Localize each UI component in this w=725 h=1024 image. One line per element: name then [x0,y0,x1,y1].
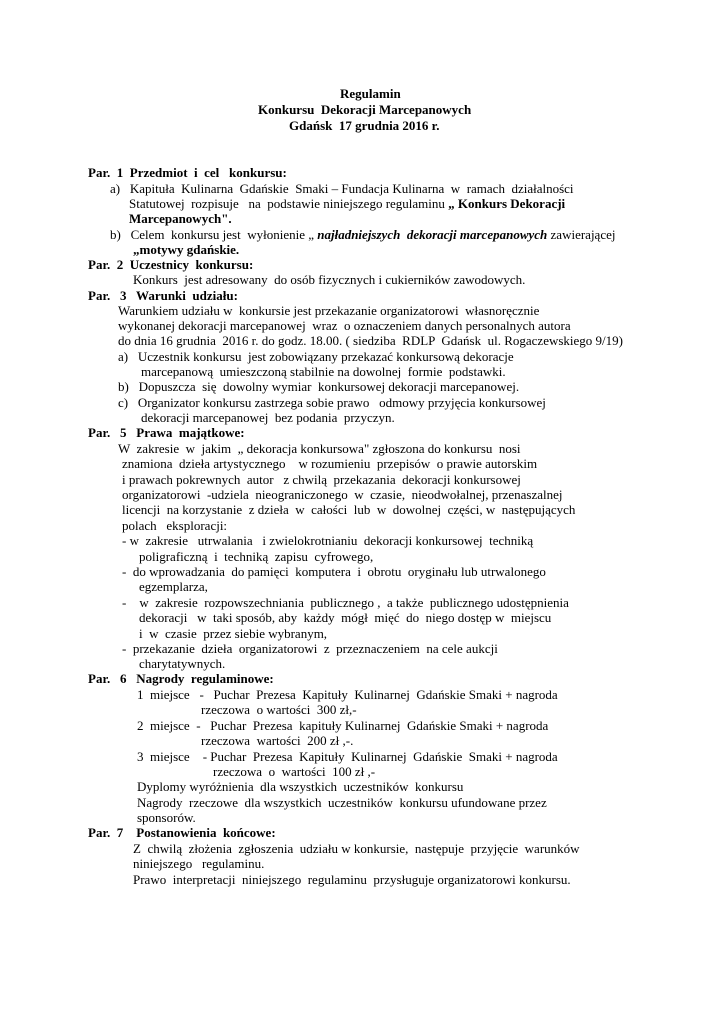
par5-dash2-line2: egzemplarza, [139,579,208,594]
par3-line2: wykonanej dekoracji marcepanowej wraz o oznaczeniem danych personalnych autora [118,318,571,333]
par5-line6: polach eksploracji: [122,518,228,533]
prize1-line2: rzeczowa o wartości 300 zł,- [201,702,357,717]
par3-c-line1: c) Organizator konkursu zastrzega sobie prawo odmowy przyjęcia konkursowej [118,395,546,410]
par1-b-line1-emphasis: najładniejszych dekoracji marcepanowych [314,227,548,242]
par2-line1: Konkurs jest adresowany do osób fizycznych i cukierników zawodowych. [133,272,526,287]
par5-heading: Par. 5 Prawa majątkowe: [88,425,245,440]
par1-b-line1-end: zawierającej [547,227,616,242]
prize3-line1: 3 miejsce - Puchar Prezesa Kapituły Kulinarnej Gdańskie Smaki + nagroda [137,749,558,764]
par1-b-line2: „motywy gdańskie. [133,242,240,257]
par2-heading: Par. 2 Uczestnicy konkursu: [88,257,254,272]
par7-line2: niniejszego regulaminu. [133,856,265,871]
par5-line2: znamiona dzieła artystycznego w rozumieniu przepisów o prawie autorskim [122,456,538,471]
par6-prizes-line1: Nagrody rzeczowe dla wszystkich uczestników konkursu ufundowane przez [137,795,547,810]
prize3-line2: rzeczowa o wartości 100 zł ,- [213,764,376,779]
par6-heading: Par. 6 Nagrody regulaminowe: [88,671,274,686]
par5-line3: i prawach pokrewnych autor z chwilą przekazania dekoracji konkursowej [122,472,521,487]
par3-heading: Par. 3 Warunki udziału: [88,288,238,303]
par3-a-line2: marcepanową umieszczoną stabilnie na dowolnej formie podstawki. [141,364,506,379]
prize2-line2: rzeczowa wartości 200 zł ,-. [201,733,354,748]
par5-dash1-line1: - w zakresie utrwalania i zwielokrotnianiu dekoracji konkursowej techniką [122,533,534,548]
par1-a-line2-bold: „ Konkurs Dekoracji [444,196,566,211]
prize2-line1: 2 miejsce - Puchar Prezesa kapituły Kulinarnej Gdańskie Smaki + nagroda [137,718,549,733]
par5-dash2-line1: - do wprowadzania do pamięci komputera i obrotu oryginału lub utrwalonego [122,564,546,579]
par1-a-line3: Marcepanowych". [129,211,232,226]
par7-line3: Prawo interpretacji niniejszego regulaminu przysługuje organizatorowi konkursu. [133,872,571,887]
par1-heading: Par. 1 Przedmiot i cel konkursu: [88,165,287,180]
par1-a-line1: a) Kapituła Kulinarna Gdańskie Smaki – Fundacja Kulinarna w ramach działalności [110,181,574,196]
par3-line3: do dnia 16 grudnia 2016 r. do godz. 18.00. ( siedziba RDLP Gdańsk ul. Rogaczewskiego 9/19) [118,333,623,348]
par5-line1: W zakresie w jakim „ dekoracja konkursowa" zgłoszona do konkursu nosi [118,441,521,456]
par6-diplomas: Dyplomy wyróżnienia dla wszystkich uczestników konkursu [137,779,464,794]
par7-line1: Z chwilą złożenia zgłoszenia udziału w konkursie, następuje przyjęcie warunków [133,841,580,856]
par3-a-line1: a) Uczestnik konkursu jest zobowiązany przekazać konkursową dekoracje [118,349,514,364]
document-subtitle: Konkursu Dekoracji Marcepanowych [258,102,472,117]
par5-dash3-line2: dekoracji w taki sposób, aby każdy mógł mięć do niego dostęp w miejscu [139,610,552,625]
par7-heading: Par. 7 Postanowienia końcowe: [88,825,276,840]
prize1-line1: 1 miejsce - Puchar Prezesa Kapituły Kulinarnej Gdańskie Smaki + nagroda [137,687,558,702]
par5-dash3-line3: i w czasie przez siebie wybranym, [139,626,328,641]
par6-prizes-line2: sponsorów. [137,810,196,825]
document-date: Gdańsk 17 grudnia 2016 r. [289,118,440,133]
par5-dash4-line2: charytatywnych. [139,656,226,671]
par1-b-line1 [110,227,615,242]
par3-line1: Warunkiem udziału w konkursie jest przekazanie organizatorowi własnoręcznie [118,303,540,318]
par3-b-line1: b) Dopuszcza się dowolny wymiar konkursowej dekoracji marcepanowej. [118,379,520,394]
par5-dash4-line1: - przekazanie dzieła organizatorowi z przeznaczeniem na cele aukcji [122,641,498,656]
par1-a-line2 [129,196,565,211]
par5-line5: licencji na korzystanie z dzieła w całości lub w dowolnej części, w następujących [122,502,576,517]
par1-b-line1-text: b) Celem konkursu jest wyłonienie „ [110,227,314,242]
document-title: Regulamin [340,86,401,101]
par1-a-line2-text: Statutowej rozpisuje na podstawie niniejszego regulaminu [129,196,445,211]
par5-dash1-line2: poligraficzną i techniką zapisu cyfrowego, [139,549,374,564]
par5-dash3-line1: - w zakresie rozpowszechniania publicznego , a także publicznego udostępnienia [122,595,569,610]
par5-line4: organizatorowi -udziela nieograniczonego w czasie, nieodwołalnej, przenaszalnej [122,487,563,502]
par3-c-line2: dekoracji marcepanowej bez podania przyczyn. [141,410,395,425]
